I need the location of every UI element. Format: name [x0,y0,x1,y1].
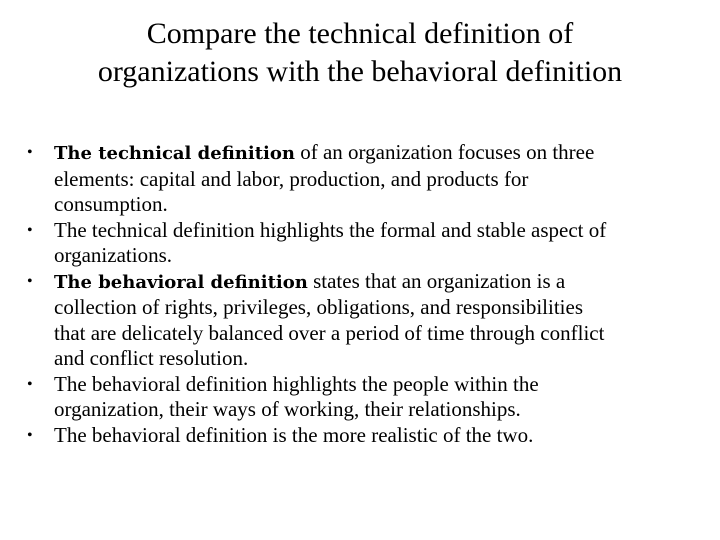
bullet-marker: • [27,375,33,393]
bullet-line: The technical definition highlights the formal and stable aspect of [54,217,607,242]
bullet-list [0,140,720,448]
bullet-line: The behavioral definition is the more realistic of the two. [54,422,534,447]
bullet-marker: • [27,272,33,290]
bullet-line: elements: capital and labor, production, and products for [54,166,529,191]
bullet-item [0,372,720,423]
bullet-line: organization, their ways of working, their relationships. [54,397,521,421]
bullet-line: organizations. [54,243,173,267]
bullet-item [0,269,720,372]
bullet-line: The behavioral definition highlights the people within the [54,371,539,396]
slide-title [20,15,700,91]
bullet-line [54,140,720,167]
bullet-line: and conflict resolution. [54,346,249,370]
bullet-item [0,423,720,449]
bold-term: The technical definition [54,143,295,164]
slide-title-line: Compare the technical definition of [146,17,574,50]
bullet-item [0,140,720,218]
bullet-item [0,218,720,269]
bullet-line [54,269,720,296]
bullet-line: consumption. [54,192,168,216]
bullet-line: collection of rights, privileges, obligations, and responsibilities [54,295,583,319]
bullet-text: states that an organization is a [307,268,566,293]
bullet-marker: • [27,426,33,444]
slide-title-line: organizations with the behavioral definition [97,55,623,88]
bullet-marker: • [27,221,33,239]
bullet-line: that are delicately balanced over a period of time through conflict [54,320,605,345]
bullet-text: of an organization focuses on three [294,140,595,164]
bold-term: The behavioral definition [54,271,308,293]
bullet-marker: • [27,144,33,161]
